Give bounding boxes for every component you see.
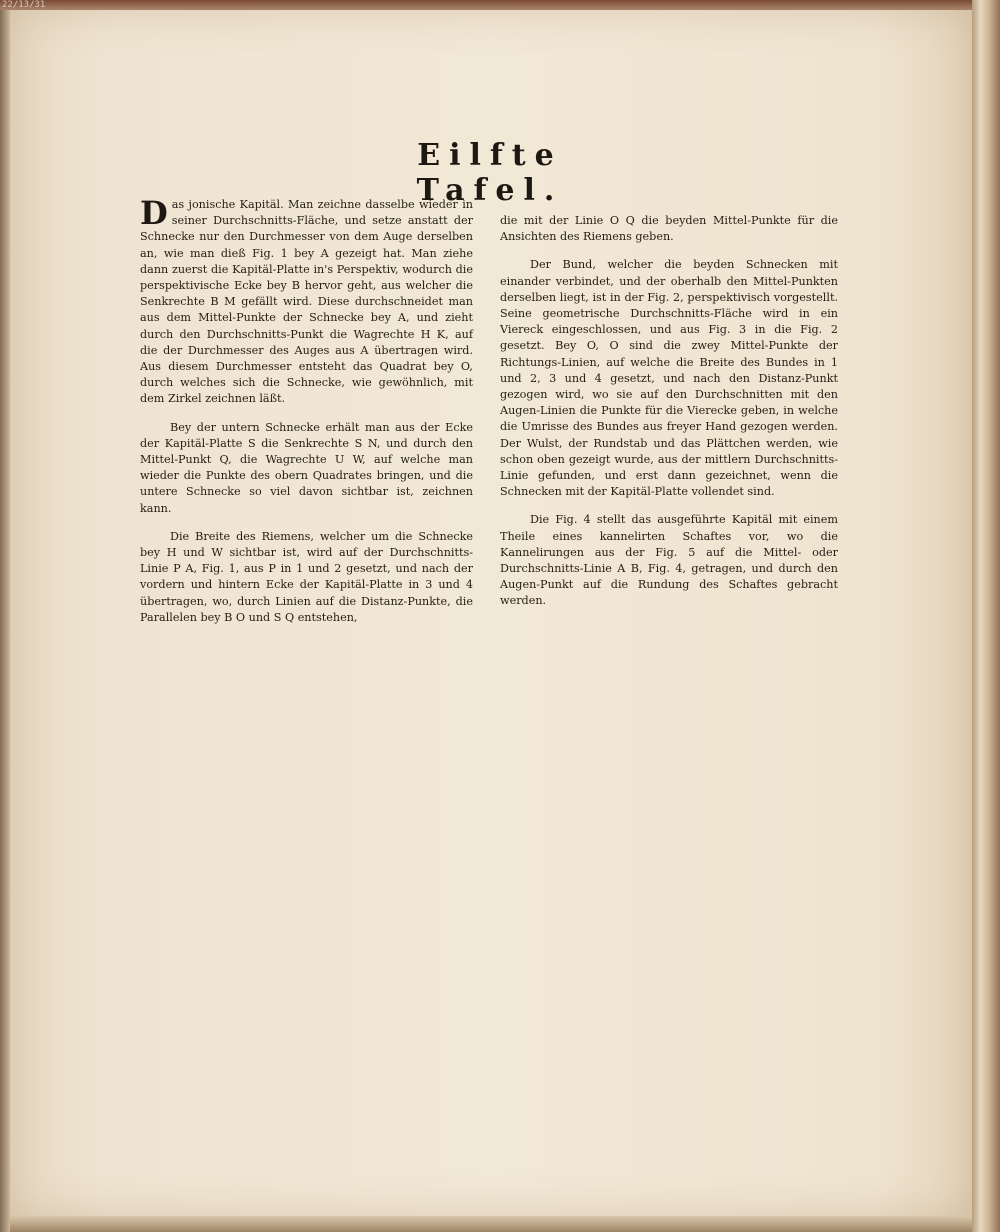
paragraph [140, 194, 473, 408]
left-text-column [140, 194, 473, 638]
paragraph: Die Breite des Riemens, welcher um die Schnecke bey H und W sichtbar ist, wird auf der Durchschnitts-Linie P A, Fig. 1, aus P in 1 und 2 gesetzt, und nach der vordern und hintern Ecke der Kapitäl-Platte in 3 und 4 übertragen, wo, durch Linien auf die Distanz-Punkte, die Parallelen bey B O und S Q entstehen, [140, 529, 473, 624]
right-page-edges [972, 0, 1000, 1232]
paragraph: Die Fig. 4 stellt das ausgeführte Kapitäl mit einem Theile eines kannelirten Schaftes vor, wo die Kannelirungen aus der Fig. 5 auf die Mittel- oder Durchschnitts-Linie A B, Fig. 4, getragen, und durch den Augen-Punkt auf die Rundung des Schaftes gebracht werden. [500, 513, 838, 608]
paragraph: Der Bund, welcher die beyden Schnecken mit einander verbindet, und der oberhalb den Mittel-Punkten derselben liegt, ist in der Fig. 2, perspektivisch vorgestellt. Seine geometrische Durchschnitts-Fläche wird in ein Viereck eingeschlossen, und aus Fig. 3 in die Fig. 2 gesetzt. Bey O, O sind die zwey Mittel-Punkte der Richtungs-Linien, auf welche die Breite des Bundes in 1 und 2, 3 und 4 gesetzt, und nach den Distanz-Punkt gezogen wird, wo sie auf den Durchschnitten mit den Augen-Linien die Punkte für die Vierecke geben, in welche die Umrisse des Bundes aus freyer Hand gezogen werden. Der Wulst, der Rundstab und das Plättchen werden, wie schon oben gezeigt wurde, aus der mittlern Durchschnitts-Linie gefunden, und erst dann gezeichnet, wenn die Schnecken mit der Kapitäl-Platte vollendet sind. [500, 258, 838, 499]
top-binding-band [0, 0, 1000, 10]
paragraph: die mit der Linie O Q die beyden Mittel-Punkte für die Ansichten des Riemens geben. [500, 214, 838, 244]
right-text-column [500, 213, 838, 622]
page-title: Eilfte Tafel. [416, 138, 564, 208]
paragraph: Bey der untern Schnecke erhält man aus der Ecke der Kapitäl-Platte S die Senkrechte S N, und durch den Mittel-Punkt Q, die Wagrechte U W, auf welche man wieder die Punkte des obern Quadrates bringen, und die untere Schnecke so viel davon sichtbar ist, zeichnen kann. [140, 420, 473, 515]
bottom-page-edge [10, 1216, 972, 1232]
drop-cap: D [140, 194, 168, 232]
paragraph-text: as jonische Kapitäl. Man zeichne dasselbe wieder in seiner Durchschnitts-Fläche, und setze anstatt der Schnecke nur den Durchmesser von dem Auge derselben an, wie man dieß Fig. 1 bey A gezeigt hat. Man ziehe dann zuerst die Kapitäl-Platte in's Perspektiv, wodurch die perspektivische Ecke bey B hervor geht, aus welcher die Senkrechte B M gefällt wird. Diese durchschneidet man aus dem Mittel-Punkte der Schnecke bey A, und zieht durch den Durchschnitts-Punkt die Wagrechte H K, auf die der Durchmesser des Auges aus A übertragen wird. Aus diesem Durchmesser entsteht das Quadrat bey O, durch welches sich die Schnecke, wie gewöhnlich, mit dem Zirkel zeichnen läßt. [140, 198, 473, 406]
left-binding-edge [0, 10, 10, 1232]
archive-number: 22/13/31 [2, 0, 46, 10]
